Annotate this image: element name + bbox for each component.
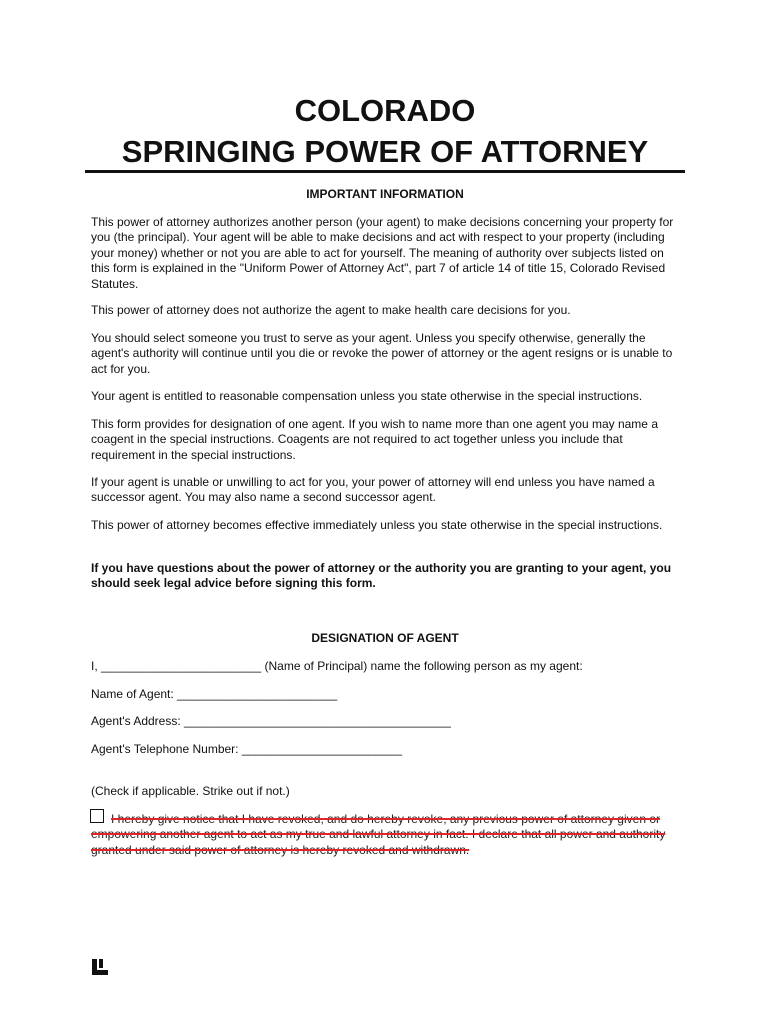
info-paragraph-6: If your agent is unable or unwilling to act for you, your power of attorney will end unless you have named a successor agent. You may also name a second successor agent.	[91, 475, 655, 505]
agent-phone-field[interactable]: Agent's Telephone Number: ________________________	[91, 742, 403, 756]
info-paragraph-2: This power of attorney does not authorize the agent to make health care decisions for you.	[91, 303, 571, 317]
principal-name-field[interactable]: I, ________________________ (Name of Principal) name the following person as my agent:	[91, 659, 583, 673]
info-paragraph-1: This power of attorney authorizes another person (your agent) to make decisions concerning your property for you (the principal). Your agent will be able to make decisions and act with respect to your property (including your money) whether or not you are able to act for yourself. The meaning of authority over subjects listed on this form is explained in the "Uniform Power of Attorney Act", part 7 of article 14 of title 15, Colorado Revised Statutes.	[91, 215, 674, 291]
document-title: SPRINGING POWER OF ATTORNEY	[121, 134, 649, 169]
document-title-state: COLORADO	[294, 93, 476, 128]
agent-address-field[interactable]: Agent's Address: ________________________________________	[91, 714, 451, 728]
check-instruction: (Check if applicable. Strike out if not.)	[91, 784, 290, 798]
info-paragraph-7: This power of attorney becomes effective immediately unless you state otherwise in the special instructions.	[91, 518, 663, 532]
publisher-logo-icon	[91, 958, 109, 976]
info-paragraph-5: This form provides for designation of one agent. If you wish to name more than one agent you may name a coagent in the special instructions. Coagents are not required to act together unless you include that requirement in the special instructions.	[91, 417, 658, 462]
designation-heading: DESIGNATION OF AGENT	[311, 631, 459, 645]
revocation-statement: I hereby give notice that I have revoked, and do hereby revoke, any previous power of attorney given or empowering another agent to act as my true and lawful attorney in fact. I declare that all power and authority granted under said power of attorney is hereby revoked and withdrawn.	[91, 812, 666, 857]
info-paragraph-3: You should select someone you trust to serve as your agent. Unless you specify otherwise, generally the agent's authority will continue until you die or revoke the power of attorney or the agent resigns or is unable to act for you.	[91, 331, 673, 376]
title-underline	[85, 170, 685, 173]
legal-advice-notice: If you have questions about the power of attorney or the authority you are granting to your agent, you should seek legal advice before signing this form.	[91, 561, 672, 591]
agent-name-field[interactable]: Name of Agent: ________________________	[91, 687, 338, 701]
info-paragraph-4: Your agent is entitled to reasonable compensation unless you state otherwise in the special instructions.	[91, 389, 643, 403]
important-information-heading: IMPORTANT INFORMATION	[306, 187, 464, 201]
